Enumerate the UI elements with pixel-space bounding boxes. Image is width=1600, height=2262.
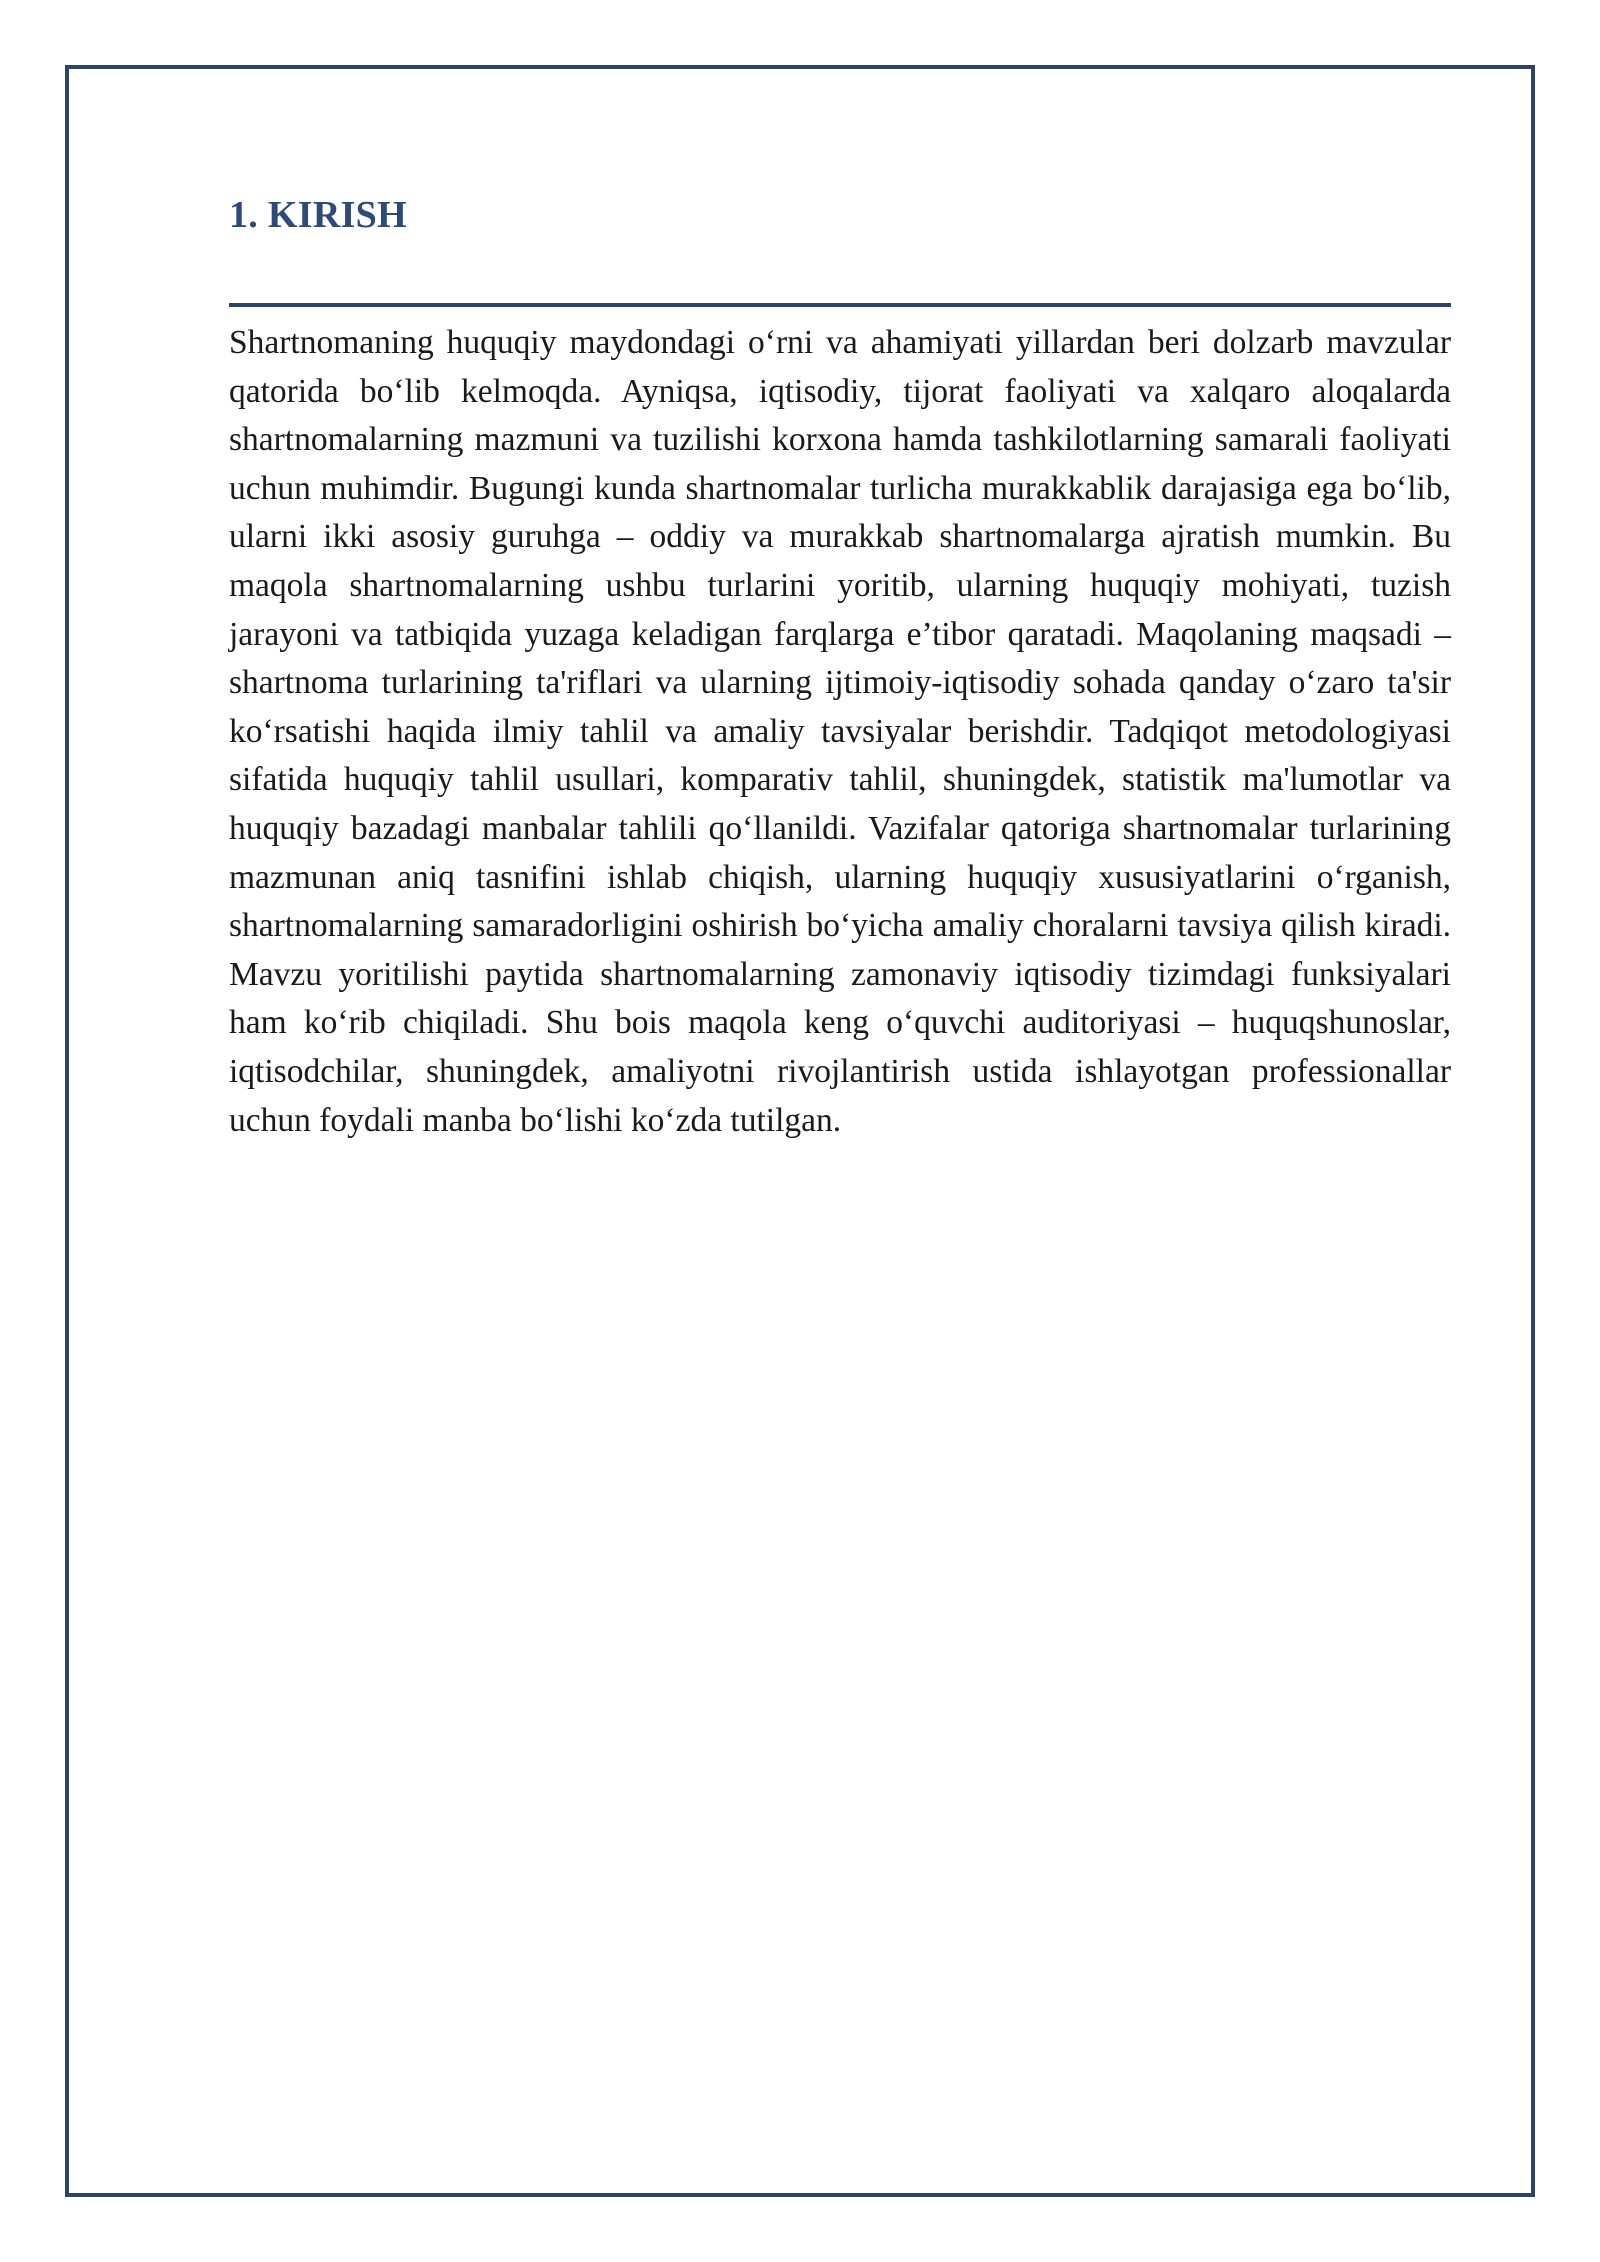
- introduction-paragraph: Shartnomaning huquqiy maydondagi o‘rni va ahamiyati yillardan beri dolzarb mavzular qatorida bo‘lib kelmoqda. Ayniqsa, iqtisodiy, tijorat faoliyati va xalqaro aloqalarda shartnomalarning mazmuni va tuzilishi korxona hamda tashkilotlarning samarali faoliyati uchun muhimdir. Bugungi kunda shartnomalar turlicha murakkablik darajasiga ega bo‘lib, ularni ikki asosiy guruhga – oddiy va murakkab shartnomalarga ajratish mumkin. Bu maqola shartnomalarning ushbu turlarini yoritib, ularning huquqiy mohiyati, tuzish jarayoni va tatbiqida yuzaga keladigan farqlarga e’tibor qaratadi. Maqolaning maqsadi – shartnoma turlarining ta'riflari va ularning ijtimoiy-iqtisodiy sohada qanday o‘zaro ta'sir ko‘rsatishi haqida ilmiy tahlil va amaliy tavsiyalar berishdir. Tadqiqot metodologiyasi sifatida huquqiy tahlil usullari, komparativ tahlil, shuningdek, statistik ma'lumotlar va huquqiy bazadagi manbalar tahlili qo‘llanildi. Vazifalar qatoriga shartnomalar turlarining mazmunan aniq tasnifini ishlab chiqish, ularning huquqiy xususiyatlarini o‘rganish, shartnomalarning samaradorligini oshirish bo‘yicha amaliy choralarni tavsiya qilish kiradi. Mavzu yoritilishi paytida shartnomalarning zamonaviy iqtisodiy tizimdagi funksiyalari ham ko‘rib chiqiladi. Shu bois maqola keng o‘quvchi auditoriyasi – huquqshunoslar, iqtisodchilar, shuningdek, amaliyotni rivojlantirish ustida ishlayotgan professionallar uchun foydali manba bo‘lishi ko‘zda tutilgan.: [229, 324, 1451, 1139]
- section-heading: 1. KIRISH: [229, 194, 407, 236]
- document-content: [229, 188, 1451, 1179]
- heading-divider: [229, 303, 1451, 307]
